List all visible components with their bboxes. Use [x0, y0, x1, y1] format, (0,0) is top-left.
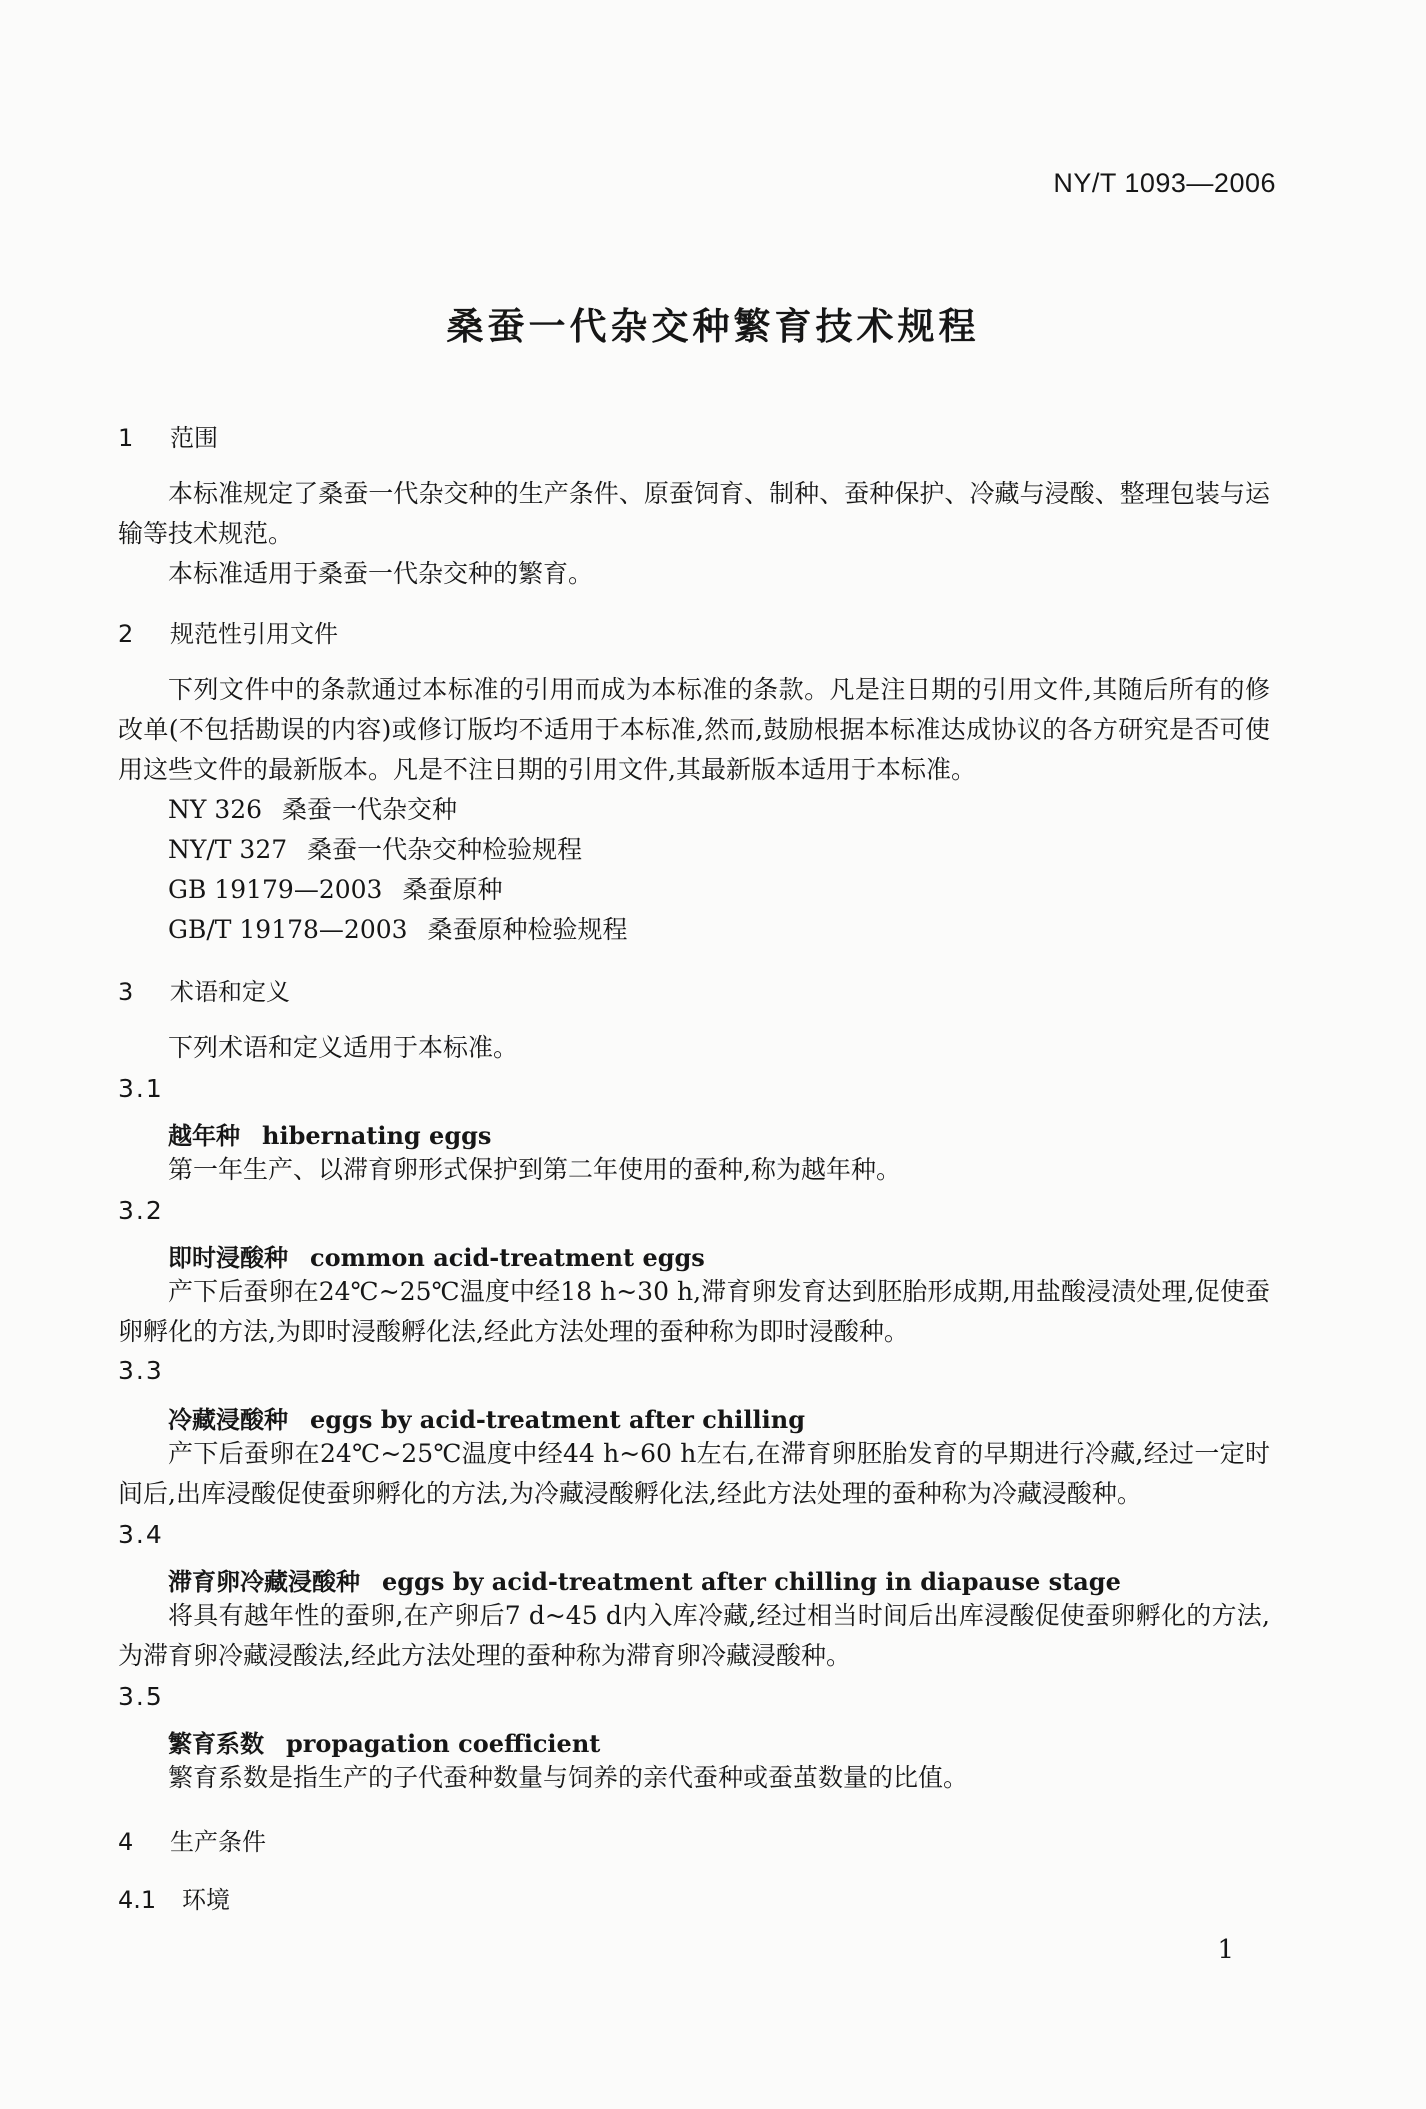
- section-title: 术语和定义: [170, 978, 290, 1006]
- reference-code: NY 326: [168, 795, 263, 824]
- reference-code: GB 19179—2003: [168, 875, 383, 904]
- term-english: hibernating eggs: [262, 1121, 492, 1150]
- term-definition: 繁育系数是指生产的子代蚕种数量与饲养的亲代蚕种或蚕茧数量的比值。: [168, 1763, 969, 1792]
- term-english: common acid-treatment eggs: [310, 1243, 705, 1272]
- reference-item: [168, 870, 502, 910]
- section-number: 3: [118, 978, 134, 1006]
- document-title: 桑蚕一代杂交种繁育技术规程: [446, 305, 980, 348]
- term-entry: [168, 1400, 805, 1435]
- term-number: 3.1: [118, 1074, 164, 1103]
- section-number: 1: [118, 424, 134, 452]
- reference-item: [168, 910, 628, 950]
- term-chinese: 滞育卵冷藏浸酸种: [168, 1568, 360, 1596]
- section-2-heading: [118, 614, 338, 649]
- term-chinese: 繁育系数: [168, 1730, 264, 1758]
- term-entry: [168, 1724, 600, 1759]
- reference-code: GB/T 19178—2003: [168, 915, 408, 944]
- term-definition: 产下后蚕卵在24℃~25℃温度中经18 h~30 h,滞育卵发育达到胚胎形成期,用盐酸浸渍处理,促使蚕卵孵化的方法,为即时浸酸孵化法,经此方法处理的蚕种称为即时浸酸种。: [118, 1277, 1270, 1346]
- term-entry: [168, 1116, 491, 1151]
- section-number: 4.1: [118, 1886, 157, 1914]
- reference-title: 桑蚕一代杂交种检验规程: [307, 835, 583, 864]
- section-4-heading: [118, 1822, 266, 1857]
- subsection-4-1-heading: [118, 1880, 230, 1915]
- reference-item: [168, 830, 582, 870]
- paragraph: 本标准规定了桑蚕一代杂交种的生产条件、原蚕饲育、制种、蚕种保护、冷藏与浸酸、整理包装与运输等技术规范。: [118, 479, 1270, 548]
- term-number: 3.3: [118, 1356, 164, 1385]
- term-definition: 产下后蚕卵在24℃~25℃温度中经44 h~60 h左右,在滞育卵胚胎发育的早期进行冷藏,经过一定时间后,出库浸酸促使蚕卵孵化的方法,为冷藏浸酸孵化法,经此方法处理的蚕种称为冷藏浸酸种。: [118, 1439, 1270, 1508]
- term-definition: 第一年生产、以滞育卵形式保护到第二年使用的蚕种,称为越年种。: [168, 1155, 901, 1184]
- term-number: 3.4: [118, 1520, 164, 1549]
- term-chinese: 即时浸酸种: [168, 1244, 288, 1272]
- term-english: propagation coefficient: [286, 1729, 601, 1758]
- term-chinese: 冷藏浸酸种: [168, 1406, 288, 1434]
- section-title: 环境: [182, 1886, 230, 1914]
- section-number: 4: [118, 1828, 134, 1856]
- term-english: eggs by acid-treatment after chilling: [310, 1405, 805, 1434]
- page-number: 1: [1217, 1935, 1234, 1965]
- term-entry: [168, 1238, 705, 1273]
- paragraph: 下列文件中的条款通过本标准的引用而成为本标准的条款。凡是注日期的引用文件,其随后所有的修改单(不包括勘误的内容)或修订版均不适用于本标准,然而,鼓励根据本标准达成协议的各方研究是否可使用这些文件的最新版本。凡是不注日期的引用文件,其最新版本适用于本标准。: [118, 675, 1270, 784]
- section-number: 2: [118, 620, 134, 648]
- term-definition: 将具有越年性的蚕卵,在产卵后7 d~45 d内入库冷藏,经过相当时间后出库浸酸促使蚕卵孵化的方法,为滞育卵冷藏浸酸法,经此方法处理的蚕种称为滞育卵冷藏浸酸种。: [118, 1601, 1270, 1670]
- term-number: 3.5: [118, 1682, 164, 1711]
- term-english: eggs by acid-treatment after chilling in diapause stage: [382, 1567, 1121, 1596]
- section-1-heading: [118, 418, 218, 453]
- paragraph: 下列术语和定义适用于本标准。: [168, 1033, 519, 1062]
- standard-code: NY/T 1093—2006: [1053, 168, 1276, 198]
- reference-item: [168, 790, 457, 830]
- reference-title: 桑蚕原种检验规程: [427, 915, 628, 944]
- section-title: 规范性引用文件: [170, 620, 338, 648]
- term-chinese: 越年种: [168, 1122, 240, 1150]
- reference-code: NY/T 327: [168, 835, 288, 864]
- section-title: 生产条件: [170, 1828, 266, 1856]
- section-3-heading: [118, 972, 290, 1007]
- paragraph: 本标准适用于桑蚕一代杂交种的繁育。: [168, 559, 594, 588]
- term-entry: [168, 1562, 1121, 1597]
- reference-title: 桑蚕一代杂交种: [282, 795, 458, 824]
- term-number: 3.2: [118, 1196, 164, 1225]
- reference-title: 桑蚕原种: [402, 875, 503, 904]
- section-title: 范围: [170, 424, 218, 452]
